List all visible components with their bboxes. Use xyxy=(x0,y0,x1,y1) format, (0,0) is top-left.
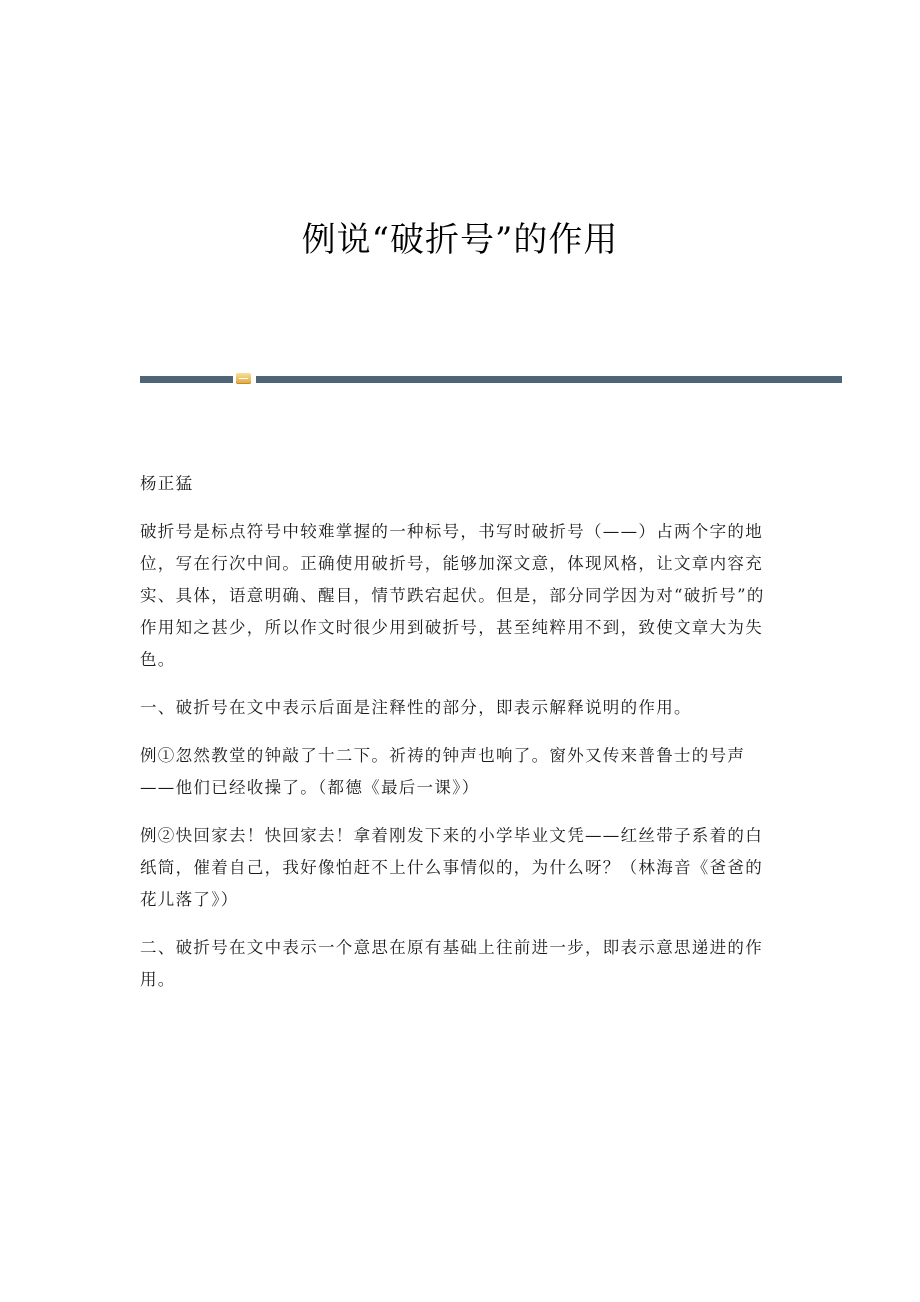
divider-bar-right xyxy=(256,376,842,383)
divider-bar-left xyxy=(140,376,233,383)
example-2: 例②快回家去！快回家去！拿着刚发下来的小学毕业文凭——红丝带子系着的白纸筒，催着自己，我好像怕赶不上什么事情似的，为什么呀？（林海音《爸爸的花儿落了》） xyxy=(140,826,763,909)
example-1: 例①忽然教堂的钟敲了十二下。祈祷的钟声也响了。窗外又传来普鲁士的号声——他们已经收操了。（都德《最后一课》） xyxy=(140,746,746,797)
title-divider xyxy=(140,372,842,386)
divider-badge-icon xyxy=(236,373,251,384)
section-heading-1: 一、破折号在文中表示后面是注释性的部分，即表示解释说明的作用。 xyxy=(140,698,692,717)
document-title: 例说“破折号”的作用 xyxy=(301,220,619,260)
paragraph-intro: 破折号是标点符号中较难掌握的一种标号，书写时破折号（——）占两个字的地位，写在行次中间。正确使用破折号，能够加深文意，体现风格，让文章内容充实、具体，语意明确、醒目，情节跌宕起伏。但是，部分同学因为对“破折号”的作用知之甚少，所以作文时很少用到破折号，甚至纯粹用不到，致使文章大为失色。 xyxy=(140,522,765,669)
author-name: 杨正猛 xyxy=(140,474,194,493)
document-body xyxy=(140,468,776,1012)
section-heading-2: 二、破折号在文中表示一个意思在原有基础上往前进一步，即表示意思递进的作用。 xyxy=(140,938,763,989)
